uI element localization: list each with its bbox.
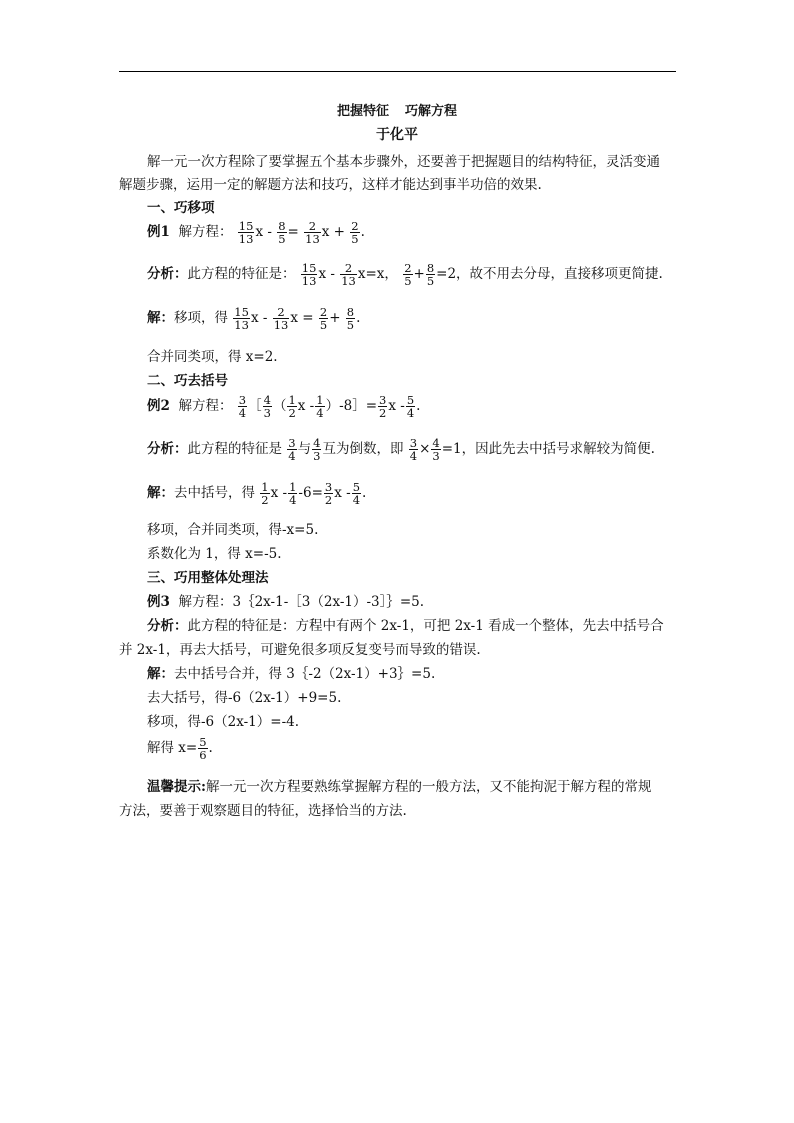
tip-line-2: 方法，要善于观察题目的特征，选择恰当的方法. (119, 803, 407, 819)
solution-1-label: 解： (147, 310, 174, 327)
analysis-2-mid1: 与 (297, 441, 312, 458)
analysis-2-mid2: 互为倒数，即 (322, 441, 404, 458)
analysis-3-cont: 并 2x-1，再去大括号，可避免很多项反复变号而导致的错误. (119, 642, 481, 658)
step-3c: 解得 x= $\frac{5}{6}$ . (147, 735, 213, 763)
analysis-1-expr: $\frac{15}{13}$ x - $\frac{2}{13}$ (301, 261, 356, 289)
solution-3-label: 解： (147, 666, 174, 682)
analysis-3-label: 分析： (147, 618, 188, 634)
step-2b: 系数化为 1，得 x=-5. (147, 546, 282, 562)
analysis-1-label: 分析： (147, 266, 188, 283)
analysis-2-label: 分析： (147, 441, 188, 458)
example-3-text: 解方程：3｛2x-1-［3（2x-1）-3］｝=5. (178, 594, 425, 610)
example-2-label: 例2 (147, 398, 170, 415)
tip-label: 温馨提示: (147, 779, 206, 795)
analysis-1: 分析：此方程的特征是： $\frac{15}{13}$ x - $\frac{2}{13}$ x=x， $\frac{2}{5}$ + $\frac{8}{5}$ =2，故不用去分母，直接移项更简捷. (147, 261, 663, 289)
section-2-heading: 二、巧去括号 (147, 373, 228, 389)
example-1-label: 例1 (147, 224, 170, 241)
example-2-text: 解方程： (178, 398, 233, 415)
example-2 (147, 394, 420, 419)
solution-3-text: 去中括号合并，得 3｛-2（2x-1）+3｝=5. (174, 666, 436, 682)
solution-2-label: 解： (147, 485, 174, 502)
step-3c-text: 解得 x= (147, 740, 198, 757)
analysis-3-text: 此方程的特征是：方程中有两个 2x-1，可把 2x-1 看成一个整体，先去中括号合 (187, 618, 664, 634)
step-3b: 移项，得-6（2x-1）=-4. (147, 714, 300, 730)
tip-text-1: 解一元一次方程要熟练掌握解方程的一般方法，又不能拘泥于解方程的常规 (205, 779, 652, 795)
solution-2-expr: $\frac{1}{2}$ x - $\frac{1}{4}$ -6= $\frac{3}{2}$ x - $\frac{5}{4}$ . (261, 480, 367, 508)
analysis-2-end: =1，因此先去中括号求解较为简便. (441, 441, 655, 458)
page-title (0, 100, 794, 119)
example-3 (147, 590, 424, 610)
step-2a: 移项，合并同类项，得-x=5. (147, 522, 319, 538)
solution-1-text: 移项，得 (174, 310, 228, 327)
step-3a: 去大括号，得-6（2x-1）+9=5. (147, 690, 342, 706)
solution-1 (147, 306, 360, 331)
title-part-b: 巧解方程 (405, 104, 458, 119)
section-1-heading: 一、巧移项 (147, 200, 215, 216)
equation-2: $\frac{3}{4}$ ［ $\frac{4}{3}$ （ $\frac{1}{2}$ x - $\frac{1}{4}$ ）-8］= $\frac{3}{2}$ x - $\frac{5}{4}$ . (238, 393, 421, 421)
intro-line-1: 解一元一次方程除了要掌握五个基本步骤外，还要善于把握题目的结构特征，灵活变通 (147, 154, 660, 170)
solution-1-expr: $\frac{15}{13}$ x - $\frac{2}{13}$ x = $\frac{2}{5}$ + $\frac{8}{5}$ . (234, 305, 361, 333)
analysis-2-text: 此方程的特征是 (187, 441, 282, 458)
analysis-1-text: 此方程的特征是： (187, 266, 296, 283)
title-part-a: 把握特征 (336, 104, 389, 119)
solution-3 (147, 662, 435, 682)
analysis-1-end: =2，故不用去分母，直接移项更简捷. (436, 266, 663, 283)
example-1 (147, 220, 365, 245)
section-3-heading: 三、巧用整体处理法 (147, 570, 269, 586)
example-3-label: 例3 (147, 594, 170, 610)
solution-2 (147, 481, 366, 506)
analysis-3 (147, 614, 664, 634)
step-1: 合并同类项，得 x=2. (147, 349, 278, 365)
author: 于化平 (376, 127, 418, 143)
equation-1: $\frac{15}{13}$ x - $\frac{8}{5}$ = $\frac{2}{13}$ x + $\frac{2}{5}$ . (238, 219, 365, 247)
header-rule (119, 71, 676, 72)
tip-line-1 (147, 775, 651, 795)
intro-line-2: 解题步骤，运用一定的解题方法和技巧，这样才能达到事半功倍的效果. (119, 177, 542, 193)
analysis-2: 分析：此方程的特征是 $\frac{3}{4}$ 与 $\frac{4}{3}$ 互为倒数，即 $\frac{3}{4}$ × $\frac{4}{3}$ =1，因此先去中括号求解较为简便. (147, 436, 655, 464)
solution-2-text: 去中括号，得 (174, 485, 255, 502)
analysis-1-mid: x=x， (357, 266, 398, 283)
example-1-text: 解方程： (178, 224, 233, 241)
